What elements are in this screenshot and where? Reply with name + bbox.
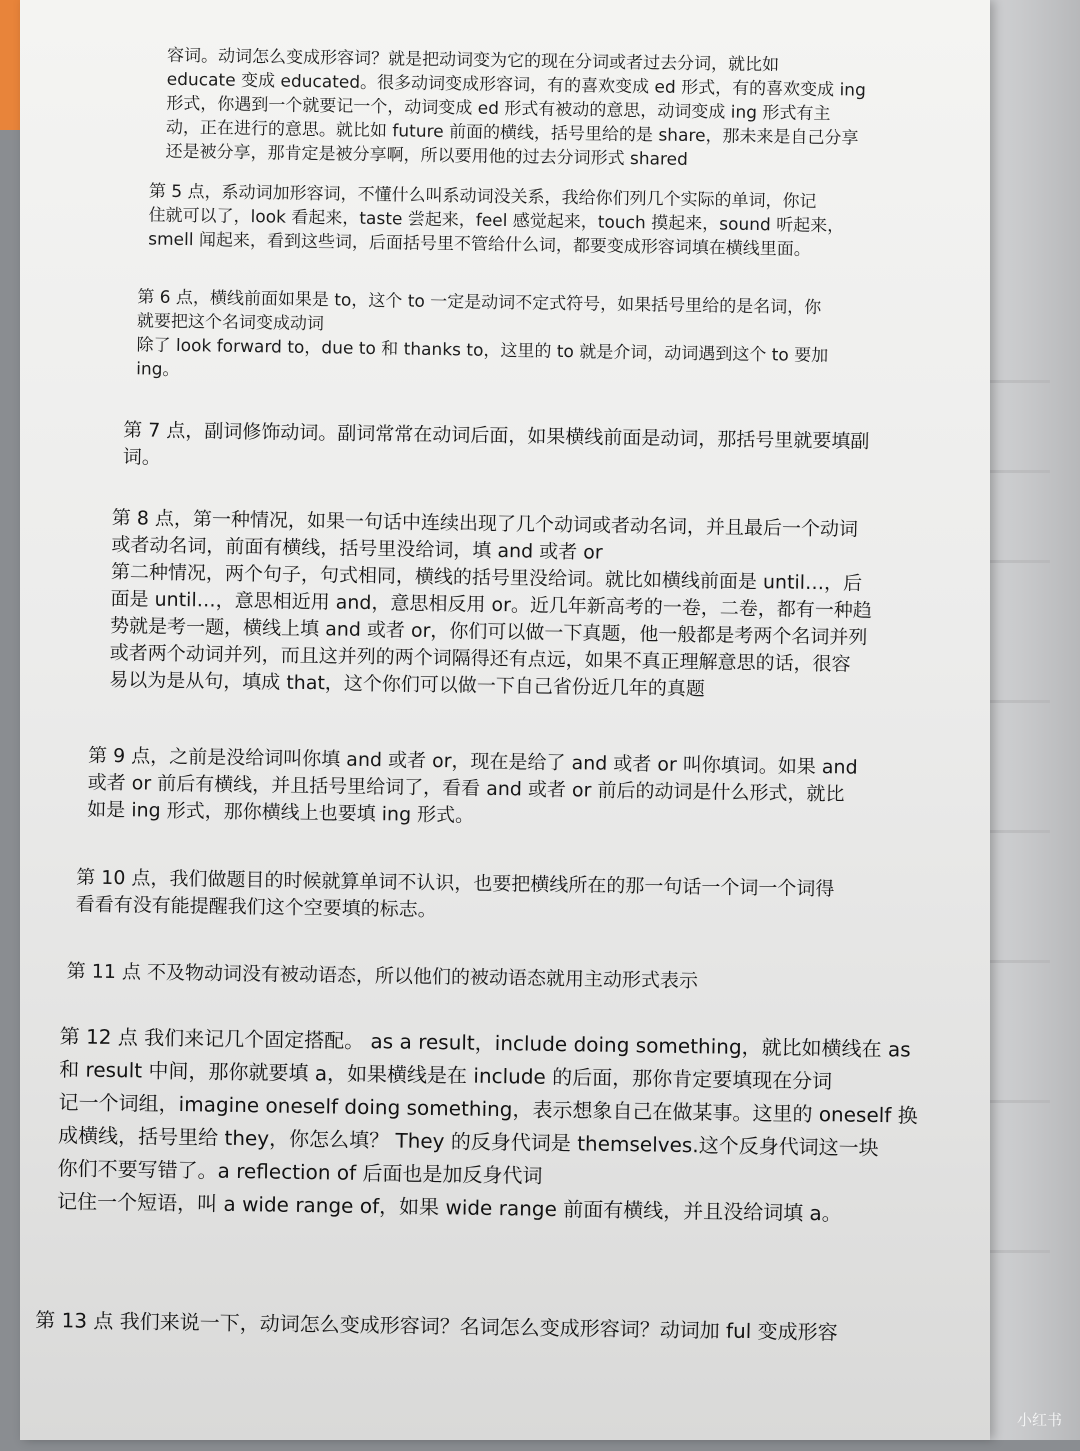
paragraph-point-5: 第 5 点，系动词加形容词，不懂什么叫系动词没关系，我给你们列几个实际的单词，你记 住就可以了，look 看起来，taste 尝起来，feel 感觉起来，touch 摸起来，sound 听起来， smell 闻起来，看到这些词，后面括号里不管给什么词，都要变成形容词填在横线里面。: [148, 181, 845, 260]
paragraph-point-10: 第 10 点，我们做题目的时候就算单词不认识，也要把横线所在的那一句话一个词一个词得 看看有没有能提醒我们这个空要填的标志。: [75, 866, 835, 922]
paragraph-intro: 容词。动词怎么变成形容词？就是把动词变为它的现在分词或者过去分词，就比如 educate 变成 educated。很多动词变成形容词，有的喜欢变成 ed 形式，有的喜欢变成 ing 形式，你遇到一个就要记一个，动词变成 ed 形式有被动的意思，动词变成 ing 形式有主 动，正在进行的意思。就比如 future 前面的横线，括号里给的是 share，那未来是自己分享 还是被分享，那肯定是被分享啊，所以要用他的过去分词形式 shared: [165, 45, 866, 170]
paragraph-point-11: 第 11 点 不及物动词没有被动语态，所以他们的被动语态就用主动形式表示: [66, 960, 699, 993]
paragraph-point-12: 第 12 点 我们来记几个固定搭配。 as a result，include doing something，就比如横线在 as 和 result 中间，那你就要填 a，如果横线是在 include 的后面，那你肯定要填现在分词 记一个词组，imagine oneself doing something，表示想象自己在做某事。这里的 oneself 换 成横线，括号里给 they，你怎么填？ They 的反身代词是 themselves.这个反身代词这一块 你们不要写错了。a reflection of 后面也是加反身代词 记住一个短语，叫 a wide range of，如果 wide range 前面有横线，并且没给词填 a。: [56, 1024, 918, 1226]
orange-desk-edge: [0, 0, 20, 130]
paragraph-point-6: 第 6 点，横线前面如果是 to，这个 to 一定是动词不定式符号，如果括号里给的是名词，你 就要把这个名词变成动词 除了 look forward to，due to 和 thanks to，这里的 to 就是介词，动词遇到这个 to 要加 ing。: [136, 287, 829, 380]
paragraph-point-7: 第 7 点，副词修饰动词。副词常常在动词后面，如果横线前面是动词，那括号里就要填副 词。: [122, 419, 870, 469]
paragraph-point-9: 第 9 点，之前是没给词叫你填 and 或者 or，现在是给了 and 或者 or 叫你填词。如果 and 或者 or 前后有横线，并且括号里给词了，看看 and 或者 or 前后的动词是什么形式，就比 如是 ing 形式，那你横线上也要填 ing 形式。: [87, 744, 858, 827]
document-page: [20, 0, 990, 1440]
paragraph-point-8: 第 8 点，第一种情况，如果一句话中连续出现了几个动词或者动名词，并且最后一个动词 或者动名词，前面有横线，括号里没给词，填 and 或者 or 第二种情况，两个句子，句式相同，横线的括号里没给词。就比如横线前面是 until…，后 面是 until…，意思相近用 and，意思相反用 or。近几年新高考的一卷，二卷，都有一种趋 势就是考一题，横线上填 and 或者 or，你们可以做一下真题，他一般都是考两个名词并列 或者两个动词并列，而且这并列的两个词隔得还有点远，如果不真正理解意思的话，很容 易以为是从句，填成 that，这个你们可以做一下自己省份近几年的真题: [109, 506, 873, 701]
watermark-text: 小红书: [1016, 1411, 1062, 1429]
paragraph-point-13: 第 13 点 我们来说一下，动词怎么变成形容词？名词怎么变成形容词？动词加 ful 变成形容: [35, 1307, 838, 1345]
